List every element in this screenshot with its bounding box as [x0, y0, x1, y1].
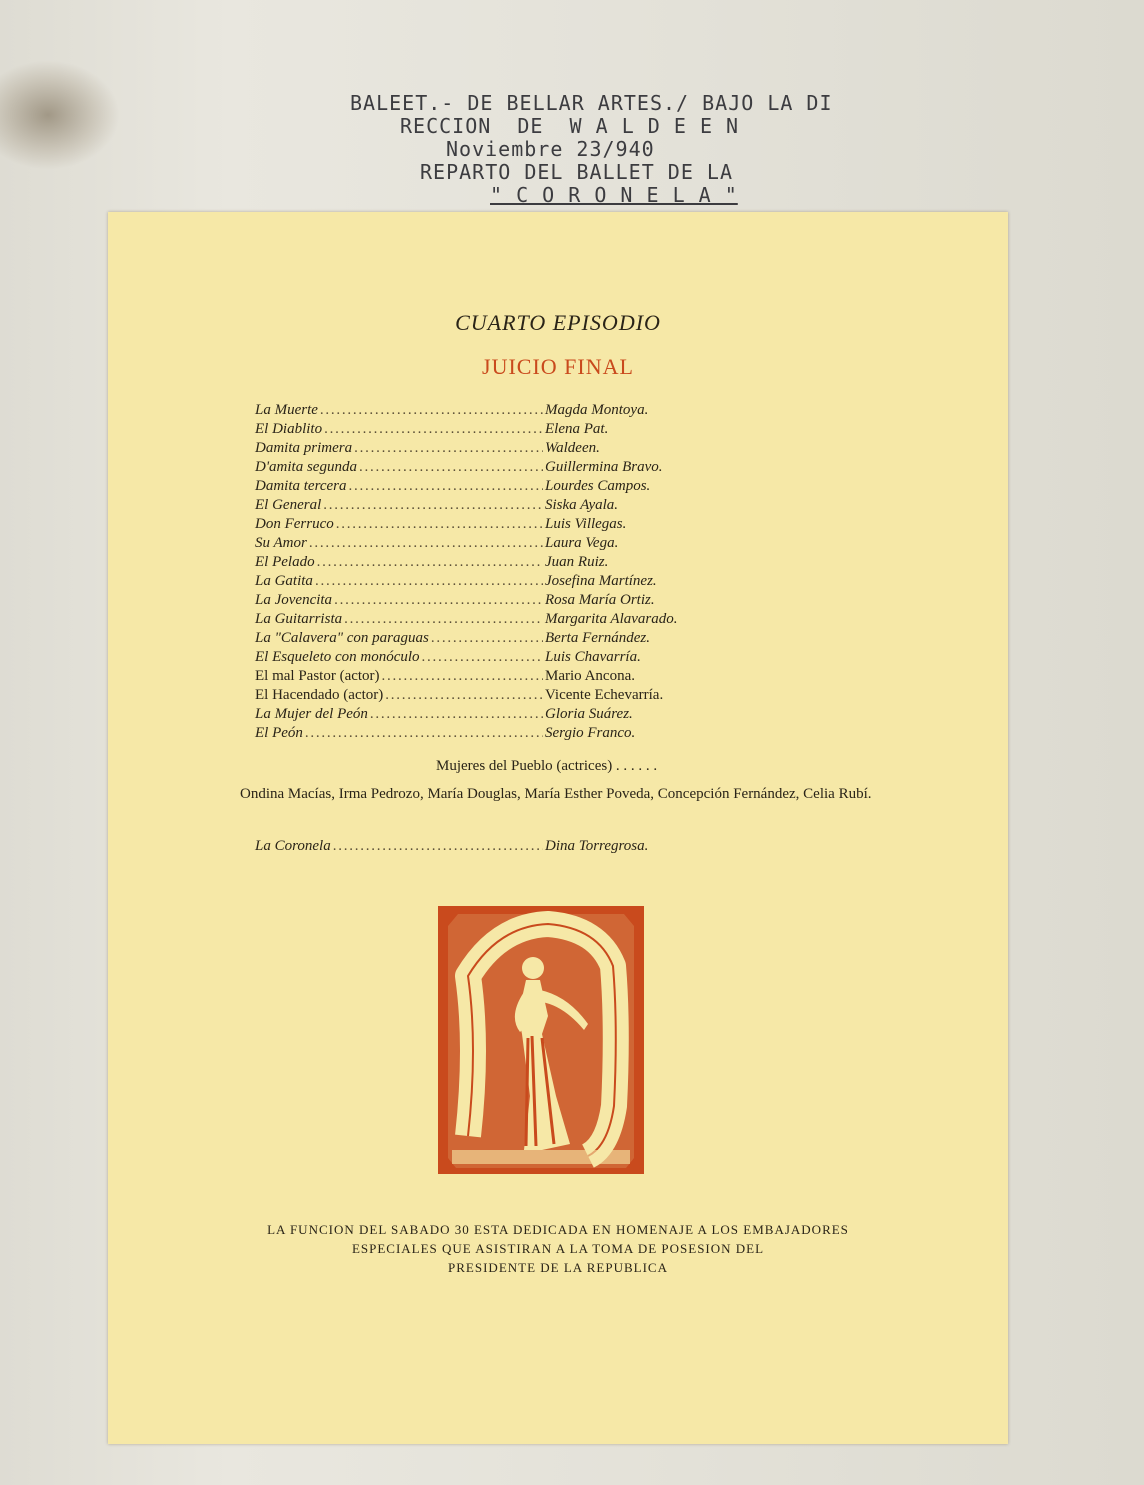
- cast-actor: Laura Vega.: [545, 535, 619, 551]
- cast-row: [255, 440, 715, 459]
- episode-title: JUICIO FINAL: [482, 354, 634, 379]
- typed-line-3: Noviembre 23/940: [446, 137, 655, 161]
- cast-row: [255, 535, 715, 554]
- cast-actor: Waldeen.: [545, 440, 600, 456]
- cast-role: La Coronela: [255, 838, 331, 854]
- cast-row: [255, 706, 715, 725]
- cast-actor: Luis Chavarría.: [545, 649, 641, 665]
- footer-line-3: PRESIDENTE DE LA REPUBLICA: [448, 1260, 668, 1275]
- leader-dots: [431, 630, 543, 647]
- program-sheet: [108, 212, 1008, 1444]
- cast-role: El Hacendado (actor): [255, 687, 384, 703]
- cast-role: D'amita segunda: [255, 459, 357, 475]
- leader-dots: [370, 706, 543, 723]
- cast-row: [255, 573, 715, 592]
- cast-role: La Mujer del Peón: [255, 706, 368, 722]
- cast-role: El mal Pastor (actor): [255, 668, 380, 684]
- cast-role: Su Amor: [255, 535, 307, 551]
- cast-actor: Elena Pat.: [545, 421, 609, 437]
- leader-dots: [309, 535, 543, 552]
- mujeres-label: Mujeres del Pueblo (actrices) . . . . . .: [436, 758, 658, 774]
- cast-role: La Gatita: [255, 573, 313, 589]
- footer-line-2: ESPECIALES QUE ASISTIRAN A LA TOMA DE POSESION DEL: [351, 1241, 765, 1256]
- leader-dots: [324, 421, 543, 438]
- cast-actor: Mario Ancona.: [545, 668, 635, 684]
- cast-row: [255, 402, 715, 421]
- leader-dots: [344, 611, 543, 628]
- typed-line-2: RECCION DE W A L D E E N: [400, 114, 740, 138]
- cast-role: La Muerte: [255, 402, 318, 418]
- cast-row: [255, 725, 715, 744]
- leader-dots: [359, 459, 543, 476]
- cast-actor: Margarita Alavarado.: [545, 611, 678, 627]
- cast-role: El Diablito: [255, 421, 323, 437]
- footer-line-1: LA FUNCION DEL SABADO 30 ESTA DEDICADA EN HOMENAJE A LOS EMBAJADORES: [267, 1222, 849, 1237]
- cast-row: [255, 554, 715, 573]
- emblem-base: [452, 1150, 630, 1164]
- cast-row: [255, 459, 715, 478]
- cast-role: El Pelado: [255, 554, 315, 570]
- leader-dots: [320, 402, 543, 419]
- cast-role: La Guitarrista: [255, 611, 343, 627]
- cast-row: [255, 687, 715, 706]
- episode-heading: CUARTO EPISODIO: [455, 310, 661, 335]
- cast-actor: Gloria Suárez.: [545, 706, 633, 722]
- cast-row: [255, 516, 715, 535]
- leader-dots: [336, 516, 543, 533]
- cast-actor: Vicente Echevarría.: [545, 687, 664, 703]
- cast-row: [255, 592, 715, 611]
- cast-role: El Esqueleto con monóculo: [255, 649, 420, 665]
- dedication-footer: [108, 1220, 1008, 1277]
- cast-row: [255, 649, 715, 668]
- cast-actor: Siska Ayala.: [545, 497, 619, 513]
- cast-actor: Luis Villegas.: [545, 516, 627, 532]
- leader-dots: [315, 573, 543, 590]
- paper-stain: [0, 60, 120, 170]
- cast-actor: Josefina Martínez.: [545, 573, 657, 589]
- coronela-entry: [255, 838, 715, 857]
- cast-row: [255, 497, 715, 516]
- leader-dots: [323, 497, 543, 514]
- leader-dots: [317, 554, 543, 571]
- cast-actor: Rosa María Ortiz.: [545, 592, 655, 608]
- cast-role: El General: [255, 497, 322, 513]
- cast-actor: Juan Ruiz.: [545, 554, 609, 570]
- leader-dots: [354, 440, 543, 457]
- cast-actor: Guillermina Bravo.: [545, 459, 663, 475]
- cast-actor: Berta Fernández.: [545, 630, 650, 646]
- leader-dots: [305, 725, 543, 742]
- leader-dots: [422, 649, 543, 666]
- typed-line-5: " C O R O N E L A ": [490, 183, 738, 207]
- leader-dots: [333, 838, 543, 855]
- ballet-emblem: [438, 906, 644, 1174]
- cast-row: [255, 838, 715, 857]
- cast-actor: Sergio Franco.: [545, 725, 636, 741]
- cast-actor: Dina Torregrosa.: [545, 838, 649, 854]
- leader-dots: [385, 687, 543, 704]
- cast-role: Don Ferruco: [255, 516, 334, 532]
- typed-header: [340, 92, 900, 207]
- cast-role: La Jovencita: [255, 592, 333, 608]
- mujeres-names: Ondina Macías, Irma Pedrozo, María Douglas, María Esther Poveda, Concepción Fernández, Celia Rubí.: [240, 786, 872, 802]
- cast-role: La "Calavera" con paraguas: [255, 630, 429, 646]
- cast-row: [255, 611, 715, 630]
- cast-actor: Magda Montoya.: [545, 402, 649, 418]
- cast-actor: Lourdes Campos.: [545, 478, 651, 494]
- leader-dots: [382, 668, 543, 685]
- leader-dots: [349, 478, 543, 495]
- leader-dots: [334, 592, 543, 609]
- typed-line-4: REPARTO DEL BALLET DE LA: [420, 160, 733, 184]
- cast-role: Damita tercera: [255, 478, 347, 494]
- cast-role: El Peón: [255, 725, 303, 741]
- cast-list: [255, 402, 715, 744]
- cast-row: [255, 668, 715, 687]
- cast-row: [255, 630, 715, 649]
- cast-row: [255, 421, 715, 440]
- typed-line-1: BALEET.- DE BELLAR ARTES./ BAJO LA DI: [350, 91, 833, 115]
- cast-row: [255, 478, 715, 497]
- cast-role: Damita primera: [255, 440, 353, 456]
